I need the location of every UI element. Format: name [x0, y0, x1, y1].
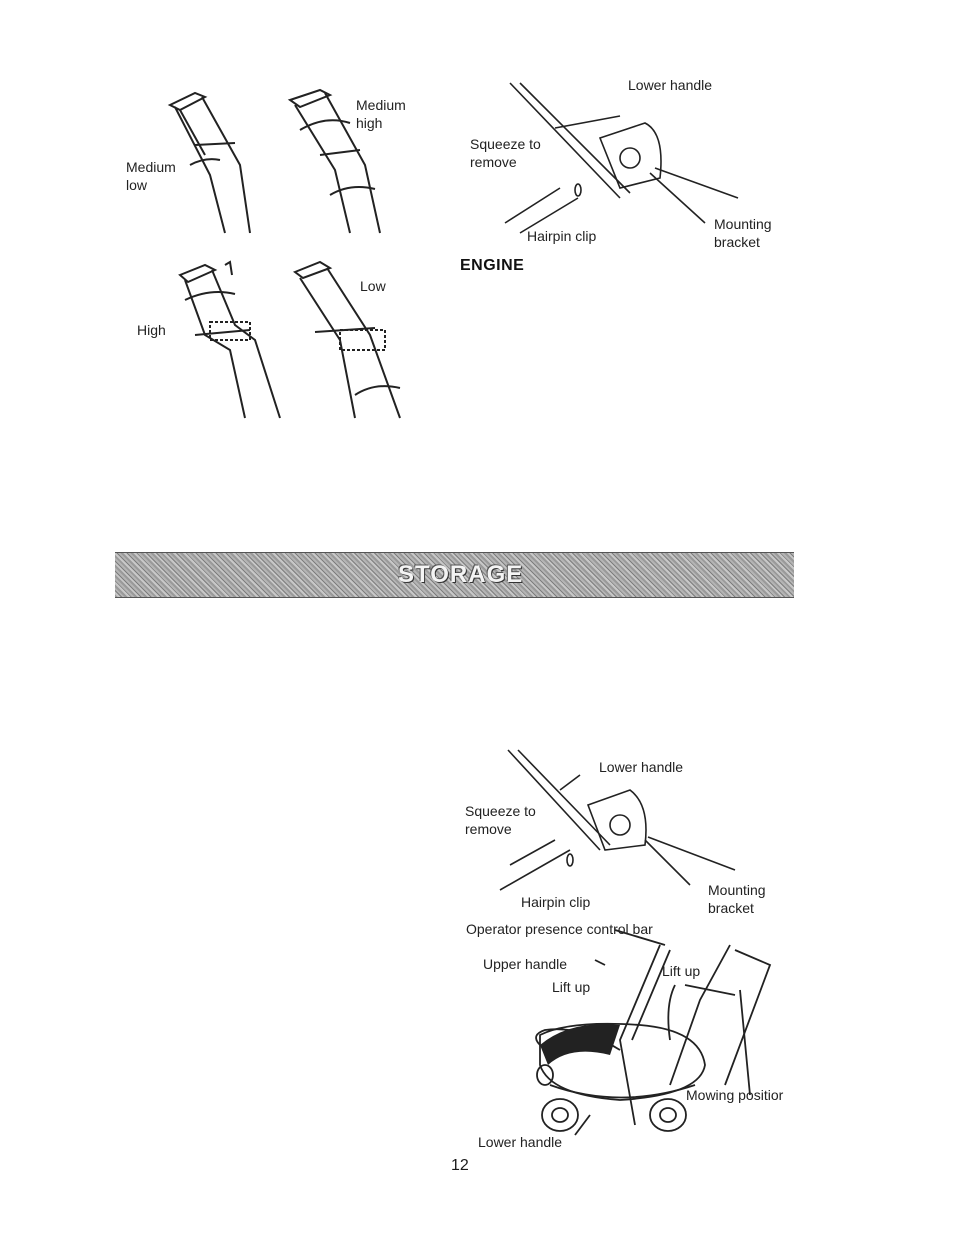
- mount-label-lower-handle: Lower handle: [628, 77, 713, 93]
- storage-banner-title: STORAGE: [398, 561, 524, 588]
- label-medium-high: Medium high: [356, 97, 406, 131]
- storage-banner: [115, 552, 794, 598]
- handle-low-illustration: [285, 260, 410, 420]
- storage-label-lower-handle-top: Lower handle: [599, 759, 684, 775]
- mount-label-hairpin-clip: Hairpin clip: [527, 228, 597, 244]
- storage-label-lower-handle-bottom: Lower handle: [478, 1134, 563, 1150]
- storage-label-upper-handle: Upper handle: [483, 956, 568, 972]
- storage-label-squeeze-remove: Squeeze to remove: [465, 803, 536, 837]
- label-medium-low: Medium low: [126, 159, 176, 193]
- storage-label-lift-up-right: Lift up: [662, 963, 701, 979]
- storage-label-operator-presence: Operator presence control bar: [466, 921, 653, 937]
- label-low: Low: [360, 278, 386, 294]
- engine-heading: ENGINE: [460, 257, 525, 274]
- storage-label-lift-up-left: Lift up: [552, 979, 591, 995]
- storage-label-mounting-bracket: Mounting bracket: [708, 882, 766, 916]
- storage-label-mowing-position: Mowing positior: [686, 1087, 784, 1103]
- mount-label-mounting-bracket: Mounting bracket: [714, 216, 772, 250]
- page-number: 12: [451, 1157, 469, 1174]
- storage-label-hairpin-clip: Hairpin clip: [521, 894, 591, 910]
- mount-label-squeeze-remove: Squeeze to remove: [470, 136, 541, 170]
- label-high: High: [137, 322, 166, 338]
- handle-high-illustration: [170, 260, 290, 420]
